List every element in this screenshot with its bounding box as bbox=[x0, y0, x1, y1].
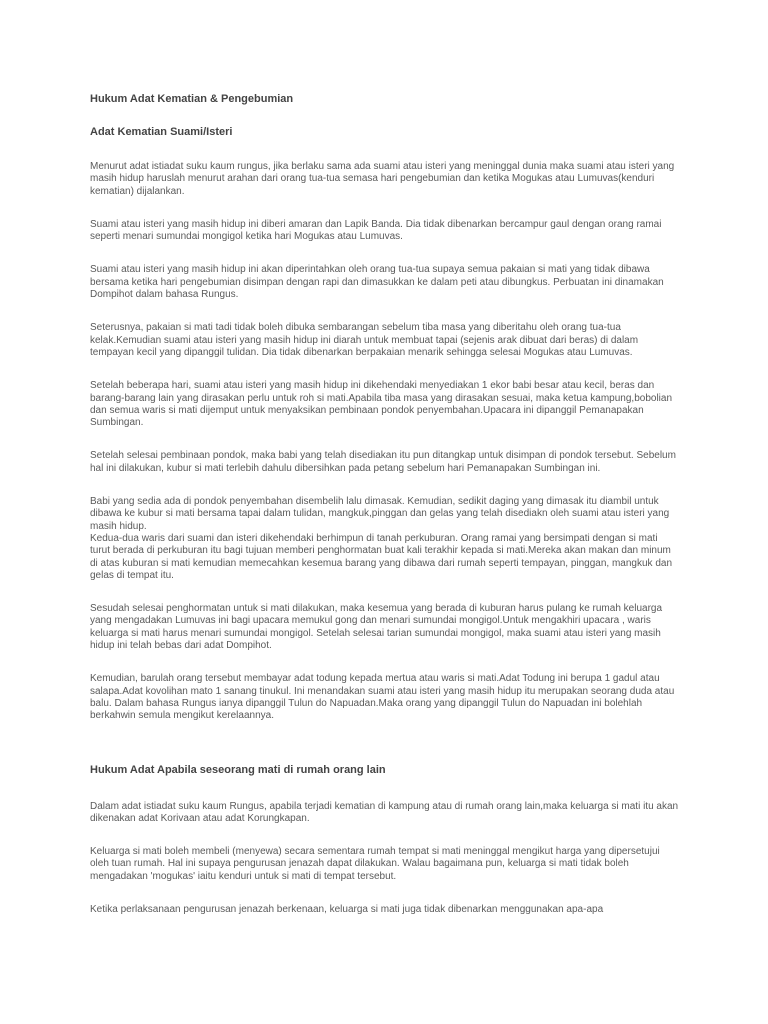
paragraph: Sesudah selesai penghormatan untuk si mati dilakukan, maka kesemua yang berada di kuburan harus pulang ke rumah keluarga yang mengadakan Lumuvas ini bagi upacara memukul gong dan menari sumundai mongigol.Untuk mengakhiri upacara , waris keluarga si mati harus menari sumundai mongigol. Setelah selesai tarian sumundai mongigol, maka suami atau isteri yang masih hidup ini telah bebas dari adat Dompihot. bbox=[90, 603, 663, 652]
paragraph: Babi yang sedia ada di pondok penyembahan disembelih lalu dimasak. Kemudian, sedikit daging yang dimasak itu diambil untuk dibawa ke kubur si mati bersama tapai dalam tulidan, mangkuk,pinggan dan gelas yang telah disediakn oleh suami atau isteri yang masih hidup. Kedua-dua waris dari suami dan isteri dikehendaki berhimpun di tanah perkuburan. Orang ramai yang bersimpati dengan si mati turut berada di perkuburan itu bagi tujuan memberi penghormatan buat kali terakhir kepada si mati.Mereka akan makan dan minum di atas kuburan si mati kemudian memecahkan kesemua barang yang dibawa dari rumah seperti tempayan, pinggan, mangkuk dan gelas di tempat itu. bbox=[90, 496, 673, 581]
paragraph: Keluarga si mati boleh membeli (menyewa) secara sementara rumah tempat si mati meninggal mengikut harga yang dipersetujui oleh tuan rumah. Hal ini supaya pengurusan jenazah dapat dilakukan. Walau bagaimana pun, keluarga si mati tidak boleh mengadakan 'mogukas' iaitu kenduri untuk si mati di tempat tersebut. bbox=[90, 846, 660, 882]
document-title: Hukum Adat Kematian & Pengebumian bbox=[90, 93, 294, 105]
section-heading-adat-kematian: Adat Kematian Suami/Isteri bbox=[90, 126, 233, 138]
paragraph: Ketika perlaksanaan pengurusan jenazah berkenaan, keluarga si mati juga tidak dibenarkan menggunakan apa-apa bbox=[90, 903, 604, 915]
paragraph: Dalam adat istiadat suku kaum Rungus, apabila terjadi kematian di kampung atau di rumah orang lain,maka keluarga si mati itu akan dikenakan adat Korivaan atau adat Korungkapan. bbox=[90, 800, 679, 824]
paragraph: Setelah selesai pembinaan pondok, maka babi yang telah disediakan itu pun ditangkap untuk disimpan di pondok tersebut. Sebelum hal ini dilakukan, kubur si mati terlebih dahulu dibersihkan pada petang sebelum hari Pemanapakan Sumbingan ini. bbox=[90, 450, 676, 474]
section-heading-mati-di-rumah-orang-lain: Hukum Adat Apabila seseorang mati di rumah orang lain bbox=[90, 763, 386, 776]
paragraph: Menurut adat istiadat suku kaum rungus, jika berlaku sama ada suami atau isteri yang meninggal dunia maka suami atau isteri yang masih hidup haruslah menurut arahan dari orang tua-tua semasa hari pengebumian dan ketika Mogukas atau Lumuvas(kenduri kematian) dijalankan. bbox=[90, 161, 675, 197]
paragraph: Setelah beberapa hari, suami atau isteri yang masih hidup ini dikehendaki menyediakan 1 ekor babi besar atau kecil, beras dan barang-barang lain yang dirasakan perlu untuk roh si mati.Apabila tiba masa yang dirasakan sesuai, maka ketua kampung,bobolian dan semua waris si mati dijemput untuk menyaksikan pembinaan pondok penyembahan.Upacara ini dipanggil Pemanapakan Sumbingan. bbox=[90, 380, 673, 429]
paragraph: Suami atau isteri yang masih hidup ini akan diperintahkan oleh orang tua-tua supaya semua pakaian si mati yang tidak dibawa bersama ketika hari pengebumian disimpan dengan rapi dan dimasukkan ke dalam peti atau dibungkus. Perbuatan ini dinamakan Dompihot dalam bahasa Rungus. bbox=[90, 264, 664, 301]
paragraph: Seterusnya, pakaian si mati tadi tidak boleh dibuka sembarangan sebelum tiba masa yang diberitahu oleh orang tua-tua kelak.Kemudian suami atau isteri yang masih hidup ini diarah untuk membuat tapai (sejenis arak dibuat dari beras) di dalam tempayan kecil yang dipanggil tulidan. Dia tidak dibenarkan berpakaian menarik sehingga selesai Mogukas atau Lumuvas. bbox=[90, 322, 639, 358]
document-content bbox=[90, 89, 680, 916]
paragraph: Kemudian, barulah orang tersebut membayar adat todung kepada mertua atau waris si mati.Adat Todung ini berupa 1 gadul atau salapa.Adat kovolihan mato 1 sanang tinukul. Ini menandakan suami atau isteri yang masih hidup itu merupakan seorang duda atau balu. Dalam bahasa Rungus ianya dipanggil Tulun do Napuadan.Maka orang yang dipanggil Tulun do Napuadan ini bolehlah berkahwin semula mengikut kerelaannya. bbox=[90, 673, 675, 722]
paragraph: Suami atau isteri yang masih hidup ini diberi amaran dan Lapik Banda. Dia tidak dibenarkan bercampur gaul dengan orang ramai seperti menari sumundai mongigol ketika hari Mogukas atau Lumuvas. bbox=[90, 218, 662, 243]
